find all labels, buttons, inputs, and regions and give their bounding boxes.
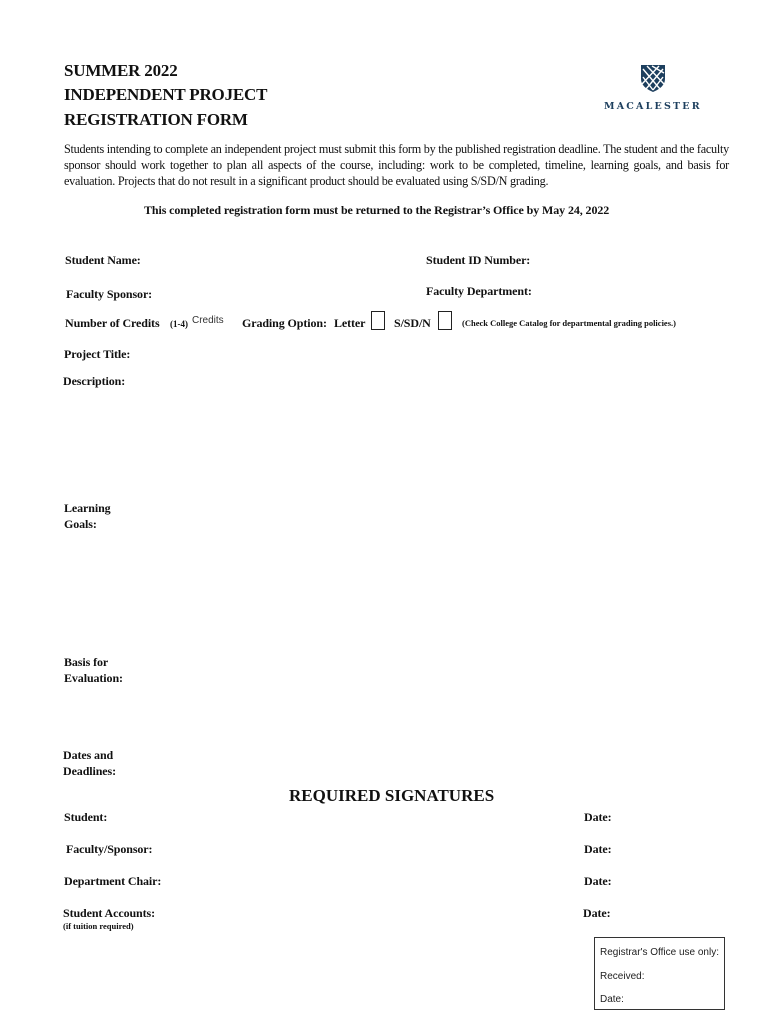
signature-faculty-label: Faculty/Sponsor: [66,842,153,856]
signature-dept-chair-label: Department Chair: [64,874,162,888]
grading-letter-label: Letter [334,316,366,330]
project-title-field[interactable] [140,343,724,365]
credits-label: Number of Credits [65,316,160,330]
grading-ssdn-checkbox[interactable] [438,311,452,330]
dates-and-deadlines-field[interactable] [130,747,727,783]
learning-goals-label-line-2: Goals: [64,517,97,531]
deadline-notice: This completed registration form must be returned to the Registrar’s Office by May 24, 2022 [144,203,610,217]
grading-option-label: Grading Option: [242,316,327,330]
signature-student-accounts-field[interactable] [170,902,569,924]
basis-for-evaluation-label [64,654,123,686]
dates-and-deadlines-label [63,747,116,779]
learning-goals-label [64,500,111,532]
signature-student-accounts-date-field[interactable] [620,902,724,924]
student-id-field[interactable] [545,250,724,272]
macalester-shield-icon [640,63,666,93]
description-field[interactable] [63,392,727,496]
grading-ssdn-label: S/SD/N [394,316,431,330]
signature-faculty-date-field[interactable] [620,838,724,860]
college-logo [600,58,710,118]
signature-student-date-field[interactable] [620,806,724,828]
grading-letter-checkbox[interactable] [371,311,385,330]
required-signatures-heading: REQUIRED SIGNATURES [289,786,495,805]
dates-label-line-1: Dates and [63,748,114,762]
faculty-department-field[interactable] [545,281,724,303]
credits-range: (1-4) [170,319,188,329]
learning-goals-field[interactable] [130,500,727,644]
signature-faculty-field[interactable] [165,838,569,860]
faculty-sponsor-field[interactable] [162,283,416,305]
form-title-line-2: INDEPENDENT PROJECT [64,85,268,104]
signature-faculty-date-label: Date: [584,842,612,856]
basis-label-line-2: Evaluation: [64,671,123,685]
registrar-date-label: Date: [600,994,624,1005]
signature-student-accounts-sublabel: (if tuition required) [63,921,134,931]
faculty-department-label: Faculty Department: [426,284,532,298]
registrar-received-label: Received: [600,971,645,982]
signature-student-label: Student: [64,810,108,824]
form-title-line-1: SUMMER 2022 [64,61,178,80]
college-wordmark: MACALESTER [604,101,702,112]
signature-student-accounts-date-label: Date: [583,906,611,920]
signature-dept-chair-date-label: Date: [584,874,612,888]
form-title-line-3: REGISTRATION FORM [64,110,248,129]
basis-label-line-1: Basis for [64,655,109,669]
signature-student-accounts-label: Student Accounts: [63,906,155,920]
signature-dept-chair-field[interactable] [175,870,569,892]
dates-label-line-2: Deadlines: [63,764,117,778]
basis-for-evaluation-field[interactable] [130,654,727,743]
learning-goals-label-line-1: Learning [64,501,111,515]
signature-student-field[interactable] [125,806,569,828]
signature-student-date-label: Date: [584,810,612,824]
student-name-field[interactable] [150,250,414,272]
description-label: Description: [63,374,126,388]
credits-input[interactable]: Credits [192,315,224,326]
student-name-label: Student Name: [65,253,141,267]
intro-paragraph: Students intending to complete an independent project must submit this form by the published registration deadline. The student and the faculty sponsor should work together to plan all aspects of the course, including: work to be completed, timeline, learning goals, and basis for evaluation. Projects that do not result in a significant product should be evaluated using S/SD/N grading. [64,142,730,188]
student-id-label: Student ID Number: [426,253,531,267]
registrar-office-box [594,937,725,1010]
grading-policy-note: (Check College Catalog for departmental grading policies.) [462,318,676,328]
signature-dept-chair-date-field[interactable] [620,870,724,892]
faculty-sponsor-label: Faculty Sponsor: [66,287,153,301]
registrar-box-title: Registrar's Office use only: [600,947,719,958]
project-title-label: Project Title: [64,347,131,361]
